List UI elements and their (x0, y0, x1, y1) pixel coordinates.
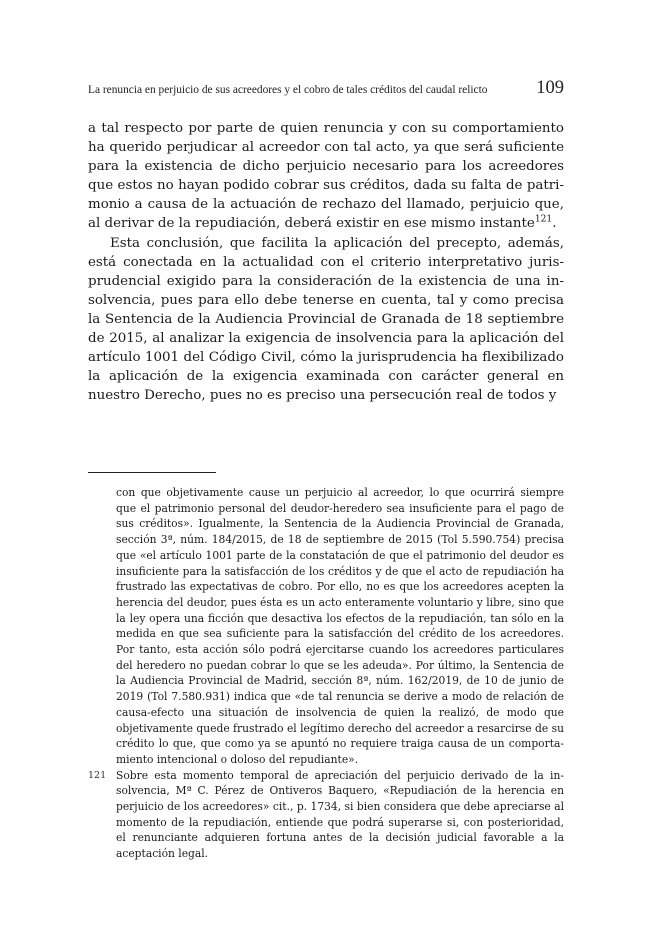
page-number: 109 (536, 78, 564, 98)
footnote-text: con que objetivamente cause un perjuicio al acreedor, lo que ocurrirá siempre que el patrimonio personal del deudor-heredero sea insuficiente para el pago de sus créditos». Igualmente, la Sentencia de la Audiencia Provincial de Granada, sección 3ª, núm. 184/2015, de 18 de septiembre de 2015 (Tol 5.590.754) precisa que «el artículo 1001 parte de la constatación de que el patrimonio del deudor es insuficiente para la satisfacción de los créditos y de que el acto de repudiación ha frustrado las expectativas de cobro. Por ello, no es que los acreedores acepten la herencia del deudor, pues ésta es un acto enteramente voluntario y libre, sino que la ley opera una ficción que desactiva los efectos de la repudiación, tan sólo en la medida en que sea suficiente para la satisfacción del crédito de los acreedores. Por tanto, esta acción sólo podrá ejercitarse cuando los acreedores particulares del heredero no puedan cobrar lo que se les adeuda». Por último, la Sentencia de la Audiencia Provincial de Madrid, sección 8ª, núm. 162/2019, de 10 de junio de 2019 (Tol 7.580.931) indica que «de tal renuncia se derive a modo de relación de causa-efecto una situación de insolvencia de quien la realizó, de modo que objetivamente quede frustrado el legítimo derecho del acreedor a resarcirse de su crédito lo que, que como ya se apuntó no requiere traiga causa de un comportamiento intencional o doloso del repudiante». (116, 486, 564, 766)
footnote-separator (88, 472, 216, 473)
paragraph-text: a tal respecto por parte de quien renuncia y con su comportamiento ha querido perjudicar al acreedor con tal acto, ya que será suficiente para la existencia de dicho perjuicio necesario para los acreedores que estos no hayan podido cobrar sus créditos, dada su falta de patrimonio a causa de la actuación de rechazo del llamado, perjuicio que, al derivar de la repudiación, deberá existir en ese mismo instante (88, 121, 564, 232)
footnote-number: 121 (88, 769, 107, 781)
body-paragraph: Esta conclusión, que facilita la aplicación del precepto, además, está conectada en la actualidad con el criterio interpretativo jurisprudencial exigido para la consideración de la existencia de una insolvencia, pues para ello debe tenerse en cuenta, tal y como precisa la Sentencia de la Audiencia Provincial de Granada de 18 septiembre de 2015, al analizar la exigencia de insolvencia para la aplicación del artículo 1001 del Código Civil, cómo la jurisprudencia ha flexibilizado la aplicación de la exigencia examinada con carácter general en nuestro Derecho, pues no es preciso una persecución real de todos y (88, 235, 564, 404)
body-paragraph (88, 119, 564, 234)
running-head: La renuncia en perjuicio de sus acreedores y el cobro de tales créditos del caudal relicto (88, 84, 488, 96)
footnotes (88, 485, 564, 862)
page-header (88, 78, 564, 102)
footnote-text: Sobre esta momento temporal de apreciación del perjuicio derivado de la insolvencia, Mª C. Pérez de Ontiveros Baquero, «Repudiación de la herencia en perjuicio de los acreedores» cit., p. 1734, si bien considera que debe apreciarse al momento de la repudiación, entiende que podrá superarse si, con posterioridad, el renunciante adquieren fortuna antes de la decisión judicial favorable a la aceptación legal. (116, 768, 564, 861)
footnote-ref: 121 (534, 215, 553, 225)
footnote-continued (88, 485, 564, 768)
main-text (88, 119, 564, 405)
footnote-121 (88, 768, 564, 862)
paragraph-end: . (552, 216, 557, 232)
